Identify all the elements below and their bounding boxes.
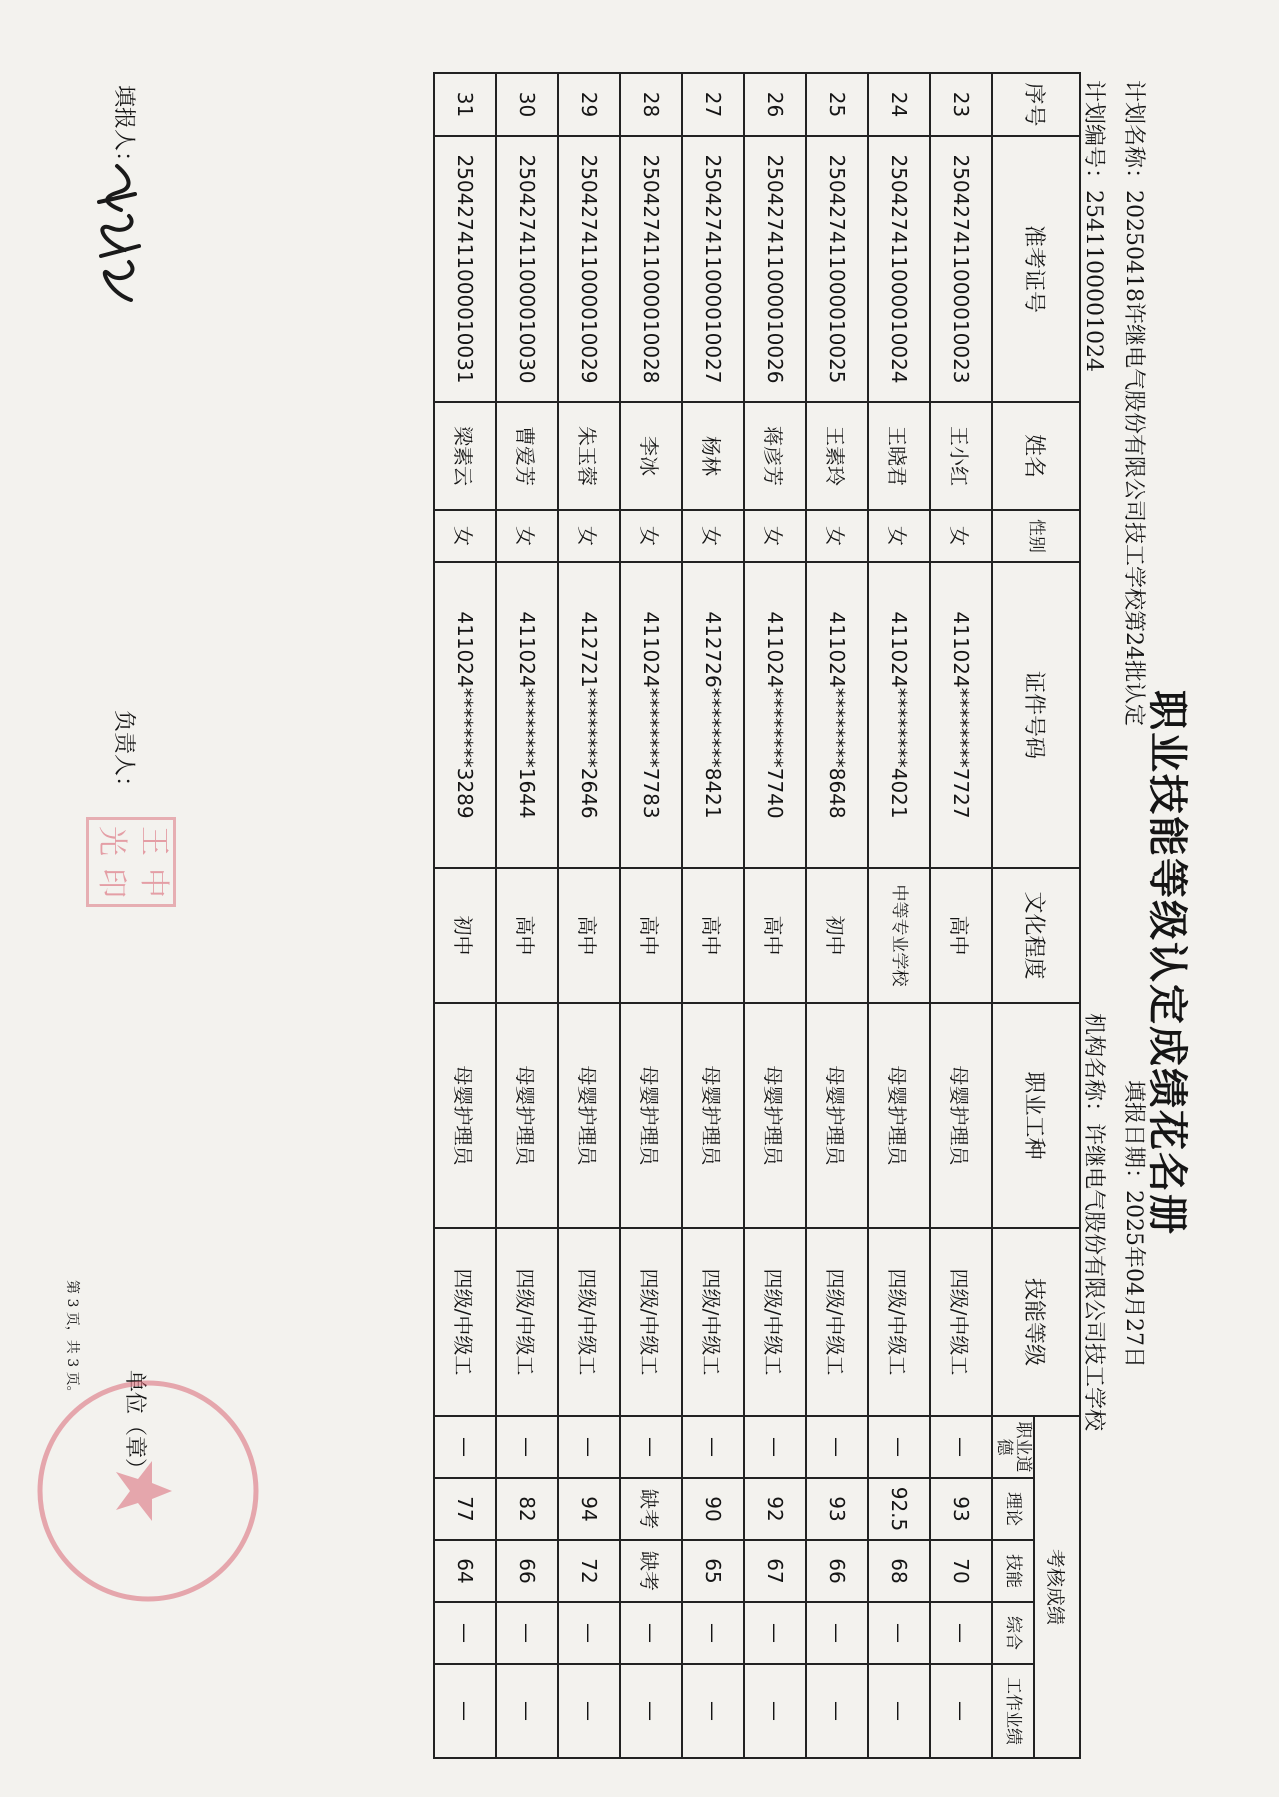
cell-education: 初中 [806,868,868,1003]
cell-gender: 女 [868,510,930,562]
cell-id: 411024********4021 [868,562,930,868]
cell-level: 四级/中级工 [434,1228,496,1416]
cell-name: 王素玲 [806,402,868,510]
cell-name: 杨林 [682,402,744,510]
header-ticket: 准考证号 [992,136,1080,402]
cell-theory: 77 [434,1478,496,1540]
cell-skill: 66 [496,1540,558,1602]
cell-seq: 23 [930,73,992,136]
cell-name: 李冰 [620,402,682,510]
cell-overall: — [434,1602,496,1664]
cell-level: 四级/中级工 [682,1228,744,1416]
plan-number: 计划编号：2541100001024 [1081,80,1106,372]
cell-ethics: — [682,1416,744,1478]
cell-theory: 93 [806,1478,868,1540]
filler-label: 填报人： [111,85,136,174]
cell-work: — [434,1664,496,1758]
cell-level: 四级/中级工 [744,1228,806,1416]
cell-name: 曹爱芳 [496,402,558,510]
cell-ticket: 250427411000010031 [434,136,496,402]
cell-seq: 24 [868,73,930,136]
table-row [744,73,806,1758]
responsible-label: 负责人： [111,710,136,799]
cell-ticket: 250427411000010023 [930,136,992,402]
cell-overall: — [620,1602,682,1664]
cell-education: 中等专业学校 [868,868,930,1003]
table-row [558,73,620,1758]
cell-seq: 29 [558,73,620,136]
cell-ethics: — [744,1416,806,1478]
cell-id: 412721********2646 [558,562,620,868]
cell-id: 411024********7783 [620,562,682,868]
cell-ethics: — [806,1416,868,1478]
cell-education: 高中 [744,868,806,1003]
cell-theory: 缺考 [620,1478,682,1540]
cell-seq: 31 [434,73,496,136]
header-skill: 技能 [992,1540,1034,1602]
cell-id: 411024********3289 [434,562,496,868]
cell-skill: 68 [868,1540,930,1602]
table-row [620,73,682,1758]
header-occupation: 职业工种 [992,1003,1080,1228]
cell-seq: 25 [806,73,868,136]
cell-work: — [558,1664,620,1758]
handwritten-signature [89,158,159,308]
header-seq: 序号 [992,73,1080,136]
cell-education: 初中 [434,868,496,1003]
cell-id: 412726********8421 [682,562,744,868]
cell-name: 蒋彦芳 [744,402,806,510]
table-row [682,73,744,1758]
cell-education: 高中 [620,868,682,1003]
cell-occupation: 母婴护理员 [744,1003,806,1228]
cell-occupation: 母婴护理员 [434,1003,496,1228]
cell-ethics: — [496,1416,558,1478]
cell-id: 411024********7740 [744,562,806,868]
cell-id: 411024********8648 [806,562,868,868]
header-name: 姓名 [992,402,1080,510]
cell-seq: 30 [496,73,558,136]
cell-ticket: 250427411000010029 [558,136,620,402]
fill-date: 填报日期：2025年04月27日 [1121,1080,1146,1368]
cell-occupation: 母婴护理员 [868,1003,930,1228]
header-level: 技能等级 [992,1228,1080,1416]
cell-name: 朱玉蓉 [558,402,620,510]
header-gender: 性别 [992,510,1080,562]
cell-ticket: 250427411000010030 [496,136,558,402]
cell-gender: 女 [434,510,496,562]
cell-level: 四级/中级工 [558,1228,620,1416]
page-info: 第 3 页，共 3 页。 [64,1280,80,1400]
cell-skill: 66 [806,1540,868,1602]
cell-ticket: 250427411000010026 [744,136,806,402]
cell-occupation: 母婴护理员 [806,1003,868,1228]
cell-work: — [620,1664,682,1758]
cell-work: — [868,1664,930,1758]
cell-skill: 67 [744,1540,806,1602]
cell-ethics: — [620,1416,682,1478]
cell-gender: 女 [682,510,744,562]
cell-work: — [806,1664,868,1758]
header-id: 证件号码 [992,562,1080,868]
cell-level: 四级/中级工 [868,1228,930,1416]
cell-overall: — [744,1602,806,1664]
cell-seq: 26 [744,73,806,136]
cell-work: — [744,1664,806,1758]
cell-gender: 女 [558,510,620,562]
cell-level: 四级/中级工 [930,1228,992,1416]
cell-ticket: 250427411000010025 [806,136,868,402]
cell-name: 王小红 [930,402,992,510]
unit-seal-label: 单位（章） [122,1370,147,1481]
cell-id: 411024********7727 [930,562,992,868]
cell-work: — [682,1664,744,1758]
table-row [868,73,930,1758]
table-row [434,73,496,1758]
plan-name: 计划名称：20250418许继电气股份有限公司技工学校第24批认定 [1121,80,1146,726]
cell-occupation: 母婴护理员 [620,1003,682,1228]
cell-level: 四级/中级工 [806,1228,868,1416]
cell-work: — [496,1664,558,1758]
cell-overall: — [806,1602,868,1664]
cell-theory: 94 [558,1478,620,1540]
cell-id: 411024********1644 [496,562,558,868]
cell-ethics: — [868,1416,930,1478]
cell-name: 梁素云 [434,402,496,510]
cell-gender: 女 [806,510,868,562]
cell-education: 高中 [496,868,558,1003]
cell-ethics: — [434,1416,496,1478]
table-row [930,73,992,1758]
cell-ticket: 250427411000010028 [620,136,682,402]
cell-level: 四级/中级工 [620,1228,682,1416]
cell-overall: — [558,1602,620,1664]
cell-ethics: — [930,1416,992,1478]
cell-theory: 92.5 [868,1478,930,1540]
cell-gender: 女 [744,510,806,562]
header-scores-group: 考核成绩 [1034,1416,1080,1758]
cell-gender: 女 [496,510,558,562]
cell-theory: 92 [744,1478,806,1540]
cell-level: 四级/中级工 [496,1228,558,1416]
cell-skill: 70 [930,1540,992,1602]
cell-education: 高中 [682,868,744,1003]
cell-education: 高中 [558,868,620,1003]
cell-skill: 72 [558,1540,620,1602]
cell-gender: 女 [930,510,992,562]
cell-theory: 90 [682,1478,744,1540]
name-seal-stamp: 王 中 光 印 [86,817,176,907]
cell-occupation: 母婴护理员 [682,1003,744,1228]
cell-theory: 82 [496,1478,558,1540]
cell-occupation: 母婴护理员 [496,1003,558,1228]
cell-ticket: 250427411000010024 [868,136,930,402]
cell-name: 王晓君 [868,402,930,510]
cell-overall: — [682,1602,744,1664]
cell-overall: — [496,1602,558,1664]
organization-name: 机构名称：许继电气股份有限公司技工学校 [1081,1013,1106,1432]
official-seal-stamp [32,1375,264,1607]
cell-overall: — [868,1602,930,1664]
cell-skill: 64 [434,1540,496,1602]
cell-occupation: 母婴护理员 [930,1003,992,1228]
cell-ethics: — [558,1416,620,1478]
cell-education: 高中 [930,868,992,1003]
cell-ticket: 250427411000010027 [682,136,744,402]
header-work: 工作业绩 [992,1664,1034,1758]
cell-gender: 女 [620,510,682,562]
header-education: 文化程度 [992,868,1080,1003]
cell-skill: 缺考 [620,1540,682,1602]
table-row [496,73,558,1758]
cell-seq: 27 [682,73,744,136]
cell-occupation: 母婴护理员 [558,1003,620,1228]
header-theory: 理论 [992,1478,1034,1540]
cell-skill: 65 [682,1540,744,1602]
cell-work: — [930,1664,992,1758]
cell-overall: — [930,1602,992,1664]
cell-theory: 93 [930,1478,992,1540]
table-row [806,73,868,1758]
header-overall: 综合 [992,1602,1034,1664]
header-ethics: 职业道德 [992,1416,1034,1478]
results-table [433,72,1081,1759]
cell-seq: 28 [620,73,682,136]
document-title: 职业技能等级认定成绩花名册 [1144,690,1191,1236]
